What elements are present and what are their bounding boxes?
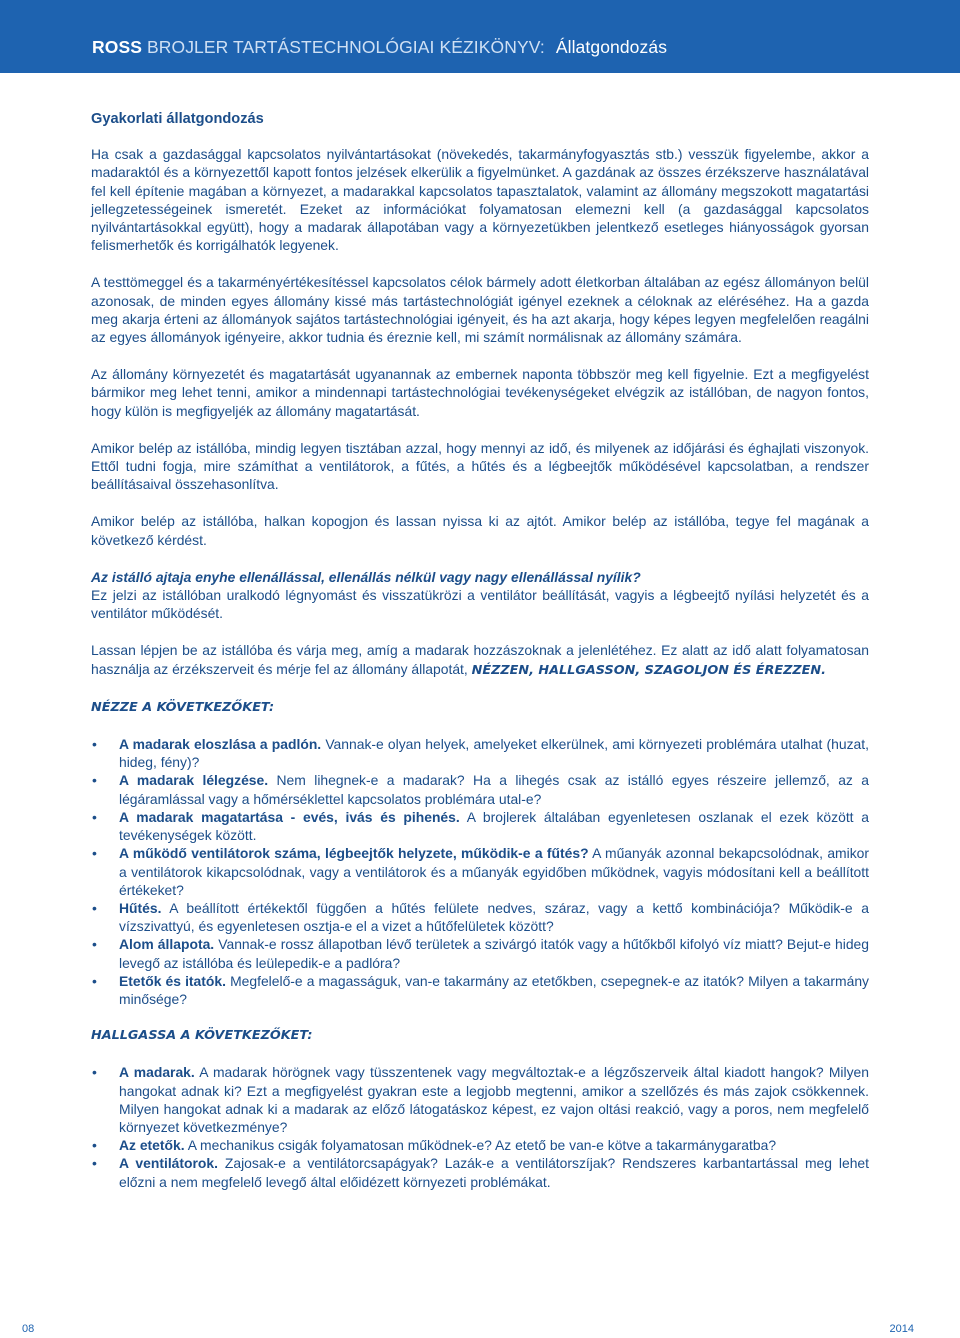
header-brand: ROSS — [92, 37, 142, 57]
list-item: • A működő ventilátorok száma, légbeejtők helyzete, működik-e a fűtés? A műanyák azonnal bekapcsolódnak, amikor a ventilátorok kikapcsolódnak, vagy a ventilátorok és a műanyák egyidőben működnek, vagyis módosítani kell a beállított értékeket? — [91, 844, 869, 899]
list-item: • A madarak magatartása - evés, ivás és pihenés. A brojlerek általában egyenletesen oszlanak el ezek között a tevékenységek között. — [91, 808, 869, 844]
paragraph-4: Amikor belép az istállóba, mindig legyen tisztában azzal, hogy mennyi az idő, és milyenek az időjárási és éghajlati viszonyok. Ettől tudni fogja, mire számíthat a ventilátorok, a fűtés, a hűtés és a légbeejtők működésével kapcsolatban, a rendszer beállításaival összehasonlítva. — [91, 439, 869, 493]
list-item: • A ventilátorok. Zajosak-e a ventilátorcsapágyak? Lazák-e a ventilátorszíjak? Rendszeres karbantartással meg lehet előzni a nem megfelelő levegő által előidézett környezeti problémákat. — [91, 1154, 869, 1190]
page-content — [91, 110, 869, 1191]
paragraph-3: Az állomány környezetét és magatartását ugyanannak az embernek naponta többször meg kell figyelnie. Ezt a megfigyelést bármikor meg lehet tenni, amikor a mindennapi tartástechnológiai tevékenységeket elvégzik az istállóban, de nagyon fontos, hogy külön is megfigyeljék az állomány magatartását. — [91, 366, 869, 419]
footer-year: 2014 — [889, 1323, 914, 1335]
paragraph-7-emphasis: NÉZZEN, HALLGASSON, SZAGOLJON ÉS ÉREZZEN. — [471, 662, 826, 678]
header-book-title: BROJLER TARTÁSTECHNOLÓGIAI KÉZIKÖNYV: — [146, 37, 545, 57]
list-item: • Hűtés. A beállított értékektől függően a hűtés felülete nedves, száraz, vagy a kettő kombinációja? Működik-e a vízszivattyú, és egyenletesen osztja-e el a vizet a hűtőfelületek között? — [91, 899, 869, 935]
header-title — [92, 37, 667, 58]
page-number: 08 — [22, 1323, 35, 1335]
listen-list — [91, 1063, 869, 1190]
look-heading: NÉZZE A KÖVETKEZŐKET: — [91, 699, 275, 715]
section-title: Gyakorlati állatgondozás — [91, 111, 264, 127]
paragraph-2: A testtömeggel és a takarményértékesítéssel kapcsolatos célok bármely adott életkorban általában az egész állományon belül azonosak, de minden egyes állomány kissé más tartástechnológiát igényel ezeknek a céloknak az eléréséhez. Ha a gazda meg akarja érteni az állományok sajátos tartástechnológiai igényeit, és ha azt akarja, hogy képes legyen megfelelően reagálni az egyes állományok igényeire, akkor tudnia és éreznie kell, mi számít normálisnak az állomány számára. — [91, 274, 869, 346]
paragraph-1: Ha csak a gazdasággal kapcsolatos nyilvántartásokat (növekedés, takarmányfogyasztás stb.) vesszük figyelembe, akkor a madaraktól és a környezettől kapott fontos jelzések elkerülik a figyelmünket. A gazdának az összes érzékszerve használatával fel kell építenie magában a környezet, a madarakkal kapcsolatos tapasztalatok, valamint az állomány megszokott magatartási jellegzetességeinek ismeretét. Ezeket az információkat folyamatosan elemezni kell (a gazdasággal kapcsolatos nyilvántartásokkal együtt), hogy a madarak állapotában vagy a környezetükben jelentkező esetleges hiányosságok gyorsan felismerhetők és korrigálhatók legyenek. — [91, 146, 869, 254]
door-question: Az istálló ajtaja enyhe ellenállással, ellenállás nélkül vagy nagy ellenállással nyílik? — [91, 568, 641, 585]
list-item: • Az etetők. A mechanikus csigák folyamatosan működnek-e? Az etető be van-e kötve a takarmánygaratba? — [91, 1136, 869, 1154]
header-section: Állatgondozás — [555, 37, 668, 57]
look-list — [91, 735, 869, 1008]
list-item: • Etetők és itatók. Megfelelő-e a magasságuk, van-e takarmány az etetőkben, csepegnek-e az itatók? Milyen a takarmány minősége? — [91, 972, 869, 1008]
door-answer: Ez jelzi az istállóban uralkodó légnyomást és visszatükrözi a ventilátor beállítását, vagyis a légbeejtő nyílási helyzetét és a ventilátor működését. — [91, 587, 869, 622]
list-item: • A madarak lélegzése. Nem lihegnek-e a madarak? Ha a lihegés csak az istálló egyes részeire jellemző, az a légáramlással vagy a hőmérséklettel kapcsolatos problémára utal-e? — [91, 771, 869, 807]
paragraph-7 — [91, 641, 869, 679]
paragraph-7-text: Lassan lépjen be az istállóba és várja meg, amíg a madarak hozzászoknak a jelenlétéhez. Ez alatt az idő alatt folyamatosan használja az érzékszerveit és mérje fel az állomány állapotát, — [91, 642, 869, 677]
page-header — [0, 0, 960, 73]
list-item: • A madarak. A madarak hörögnek vagy tüsszentenek vagy megváltoztak-e a légzőszerveik által kiadott hangok? Milyen hangokat adnak ki? Ezt a megfigyelést gyakran este a legjobb megtenni, amikor a szellőzés és más zajok csökkennek. Milyen hangokat adnak ki a madarak az előző látogatáskoz képest, ez vajon oltási reakció, vagy a poros, nem megfelelő környezet következménye? — [91, 1063, 869, 1136]
listen-heading: HALLGASSA A KÖVETKEZŐKET: — [91, 1028, 313, 1044]
list-item: • A madarak eloszlása a padlón. Vannak-e olyan helyek, amelyeket elkerülnek, ami környezeti problémára utalhat (huzat, hideg, fény)? — [91, 735, 869, 771]
paragraph-5: Amikor belép az istállóba, halkan kopogjon és lassan nyissa ki az ajtót. Amikor belép az istállóba, tegye fel magának a következő kérdést. — [91, 513, 869, 548]
list-item: • Alom állapota. Vannak-e rossz állapotban lévő területek a szivárgó itatók vagy a hűtőkből kifolyó víz miatt? Bejut-e hideg levegő az istállóba és leülepedik-e a padlóra? — [91, 935, 869, 971]
